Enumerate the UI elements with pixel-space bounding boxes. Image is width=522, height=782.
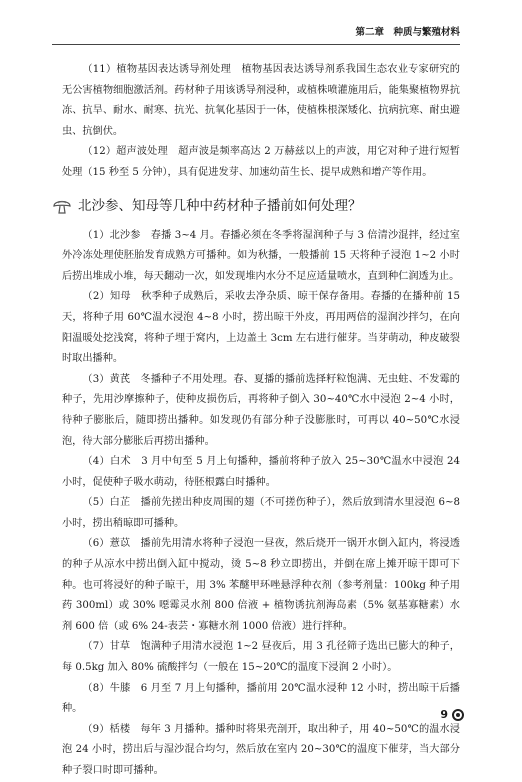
paragraph: （11）植物基因表达诱导剂处理 植物基因表达诱导剂系我国生态农业专家研究的无公害植物细胞激活剂。药材种子用该诱导剂浸种，或植株喷灌施用后，能集聚植物界抗冻、抗旱、耐水、耐寒、抗光、抗氧化基因于一体，使植株根深矮化、抗病抗寒、耐虫避虫、抗倒伏。 (62, 64, 460, 137)
page-header (52, 24, 460, 45)
paragraph: （12）超声波处理 超声波是频率高达 2 万赫兹以上的声波，用它对种子进行短暂处理（15 秒至 5 分钟），具有促进发芽、加速幼苗生长、提早成熟和增产等作用。 (62, 146, 460, 178)
page-number: 9 (440, 708, 448, 721)
paragraph: （2）知母 秋季种子成熟后，采收去净杂质、晾干保存备用。春播的在播种前 15 天，将种子用 60℃温水浸泡 4~8 小时，捞出晾干外皮，再用两倍的湿润沙拌匀，在向阳温暖处挖浅窝，将种子埋于窝内，上边盖土 3cm 左右进行催芽。当芽萌动，种皮破裂时取出播种。 (62, 291, 460, 365)
paragraph: （3）黄芪 冬播种子不用处理。春、夏播的播前选择籽粒饱满、无虫蛀、不发霉的种子，先用沙摩擦种子，使种皮损伤后，再将种子倒入 30~40℃水中浸泡 2~4 小时，待种子膨胀后，随即捞出播种。如发现仍有部分种子没膨胀时，可再以 40~50℃水浸泡，待大部分膨胀后再捞出播种。 (62, 373, 460, 447)
paragraph: （7）甘草 饱满种子用清水浸泡 1~2 昼夜后，用 3 孔径筛子选出已膨大的种子，每 0.5kg 加入 80% 硫酸拌匀（一般在 15~20℃的温度下浸润 2 小时）。 (62, 641, 460, 674)
mushroom-icon (52, 197, 72, 215)
paragraph: （8）牛膝 6 月至 7 月上旬播种，播前用 20℃温水浸种 12 小时，捞出晾干后播种。 (62, 682, 460, 715)
paragraph: （5）白芷 播前先搓出种皮周围的翅（不可搓伤种子），然后放到清水里浸泡 6~8 小时，捞出稍晾即可播种。 (62, 497, 460, 529)
paragraph: （4）白术 3 月中旬至 5 月上旬播种，播前将种子放入 25~30℃温水中浸泡 24 小时，促使种子吸水萌动，待胚根露白时播种。 (62, 456, 460, 488)
paragraph: （1）北沙参 春播 3~4 月。春播必须在冬季将湿润种子与 3 倍清沙混拌，经过室外冷冻处理使胚胎发育成熟方可播种。如为秋播，一般播前 15 天将种子浸泡 1~2 小时后捞出堆成小堆，每天翻动一次，如发现堆内水分不足应适量喷水，直到种仁润透为止。 (62, 229, 460, 282)
chapter-title: 第二章 种质与繁殖材料 (355, 27, 460, 38)
page-body (62, 60, 460, 782)
paragraph: （9）栝楼 每年 3 月播种。播种时将果壳剖开，取出种子，用 40~50℃的温水浸泡 24 小时，捞出后与湿沙混合均匀，然后放在室内 20~30℃的温度下催芽，当大部分种子裂口时即可播种。 (62, 723, 460, 776)
page-marker-icon (452, 709, 464, 721)
page-footer (440, 708, 464, 721)
section-heading (52, 196, 460, 216)
section-title: 北沙参、知母等几种中药材种子播前如何处理？ (78, 197, 362, 214)
paragraph: （6）薏苡 播前先用清水将种子浸泡一昼夜，然后烧开一锅开水倒入缸内，将浸透的种子从凉水中捞出倒入缸中搅动，烫 5~8 秒立即捞出，并倒在席上摊开晾干即可下种。也可将浸好的种子晾干，用 3% 苯醚甲环唑悬浮种衣剂（参考剂量：100kg 种子用药 300ml）或 30% 噁霉灵水剂 800 倍液 + 植物诱抗剂海岛素（5% 氨基寡糖素）水剂 600 倍（或 6% 24-表芸・寡糖水剂 1000 倍液）进行拌种。 (62, 538, 460, 632)
